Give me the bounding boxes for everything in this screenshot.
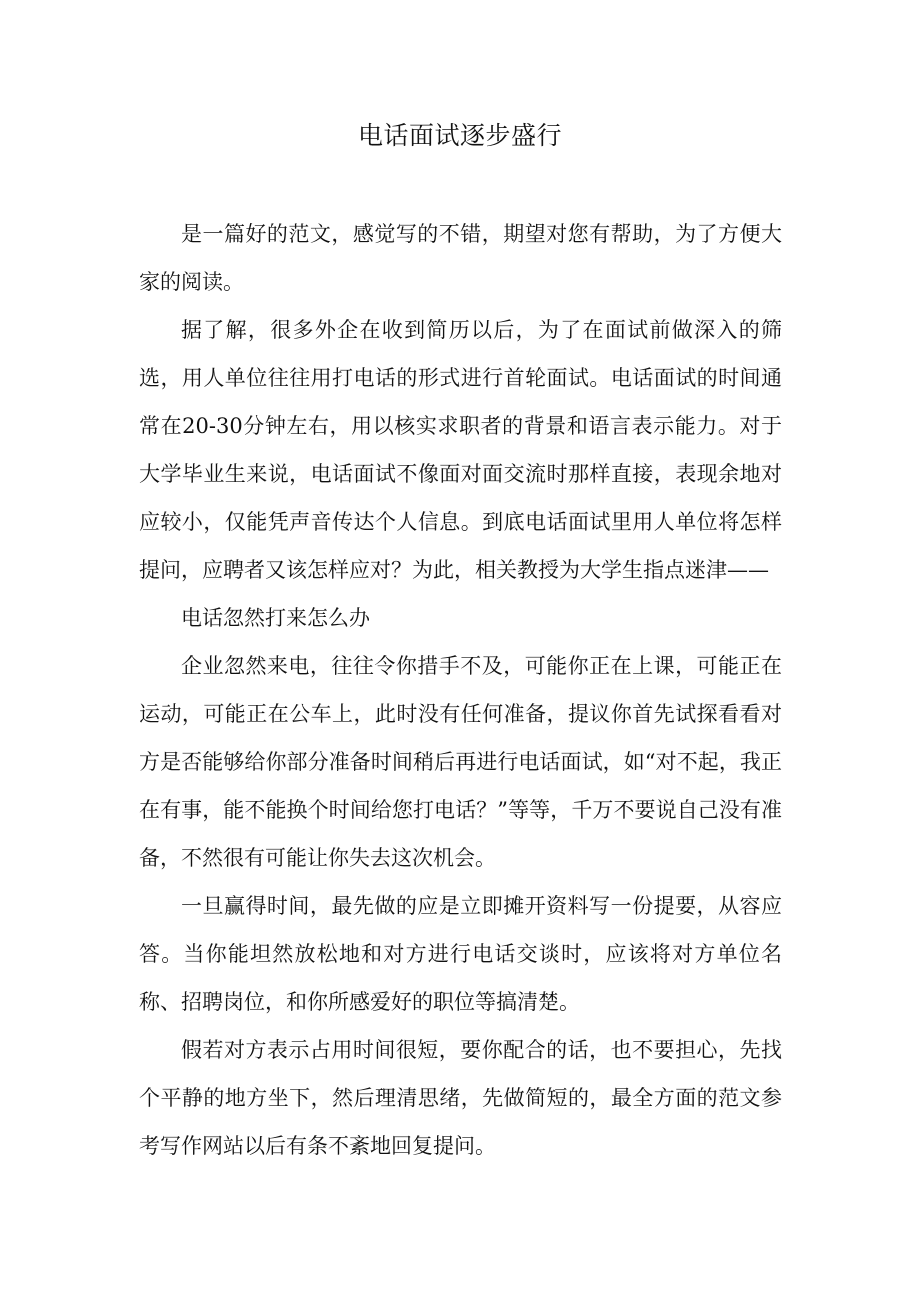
- intro-paragraph: 是一篇好的范文，感觉写的不错，期望对您有帮助，为了方便大家的阅读。: [139, 222, 782, 294]
- section-heading: 电话忽然打来怎么办: [181, 606, 370, 630]
- background-paragraph: 据了解，很多外企在收到简历以后，为了在面试前做深入的筛选，用人单位往往用打电话的形式进行首轮面试。电话面试的时间通常在20-30分钟左右，用以核实求职者的背景和语言表示能力。对于大学毕业生来说，电话面试不像面对面交流时那样直接，表现余地对应较小，仅能凭声音传达个人信息。到底电话面试里用人单位将怎样提问，应聘者又该怎样应对？为此，相关教授为大学生指点迷津——: [139, 318, 782, 582]
- sudden-call-paragraph: 企业忽然来电，往往令你措手不及，可能你正在上课，可能正在运动，可能正在公车上，此时没有任何准备，提议你首先试探看看对方是否能够给你部分准备时间稍后再进行电话面试，如“对不起，我正在有事，能不能换个时间给您打电话？”等等，千万不要说自己没有准备，不然很有可能让你失去这次机会。: [139, 654, 782, 870]
- document-title: 电话面试逐步盛行: [357, 121, 562, 150]
- quiet-place-paragraph: 假若对方表示占用时间很短，要你配合的话，也不要担心，先找个平静的地方坐下，然后理清思绪，先做简短的，最全方面的范文参考写作网站以后有条不紊地回复提问。: [139, 1038, 782, 1158]
- prepare-summary-paragraph: 一旦赢得时间，最先做的应是立即摊开资料写一份提要，从容应答。当你能坦然放松地和对方进行电话交谈时，应该将对方单位名称、招聘岗位，和你所感爱好的职位等搞清楚。: [139, 894, 782, 1014]
- document-body: [139, 210, 782, 1170]
